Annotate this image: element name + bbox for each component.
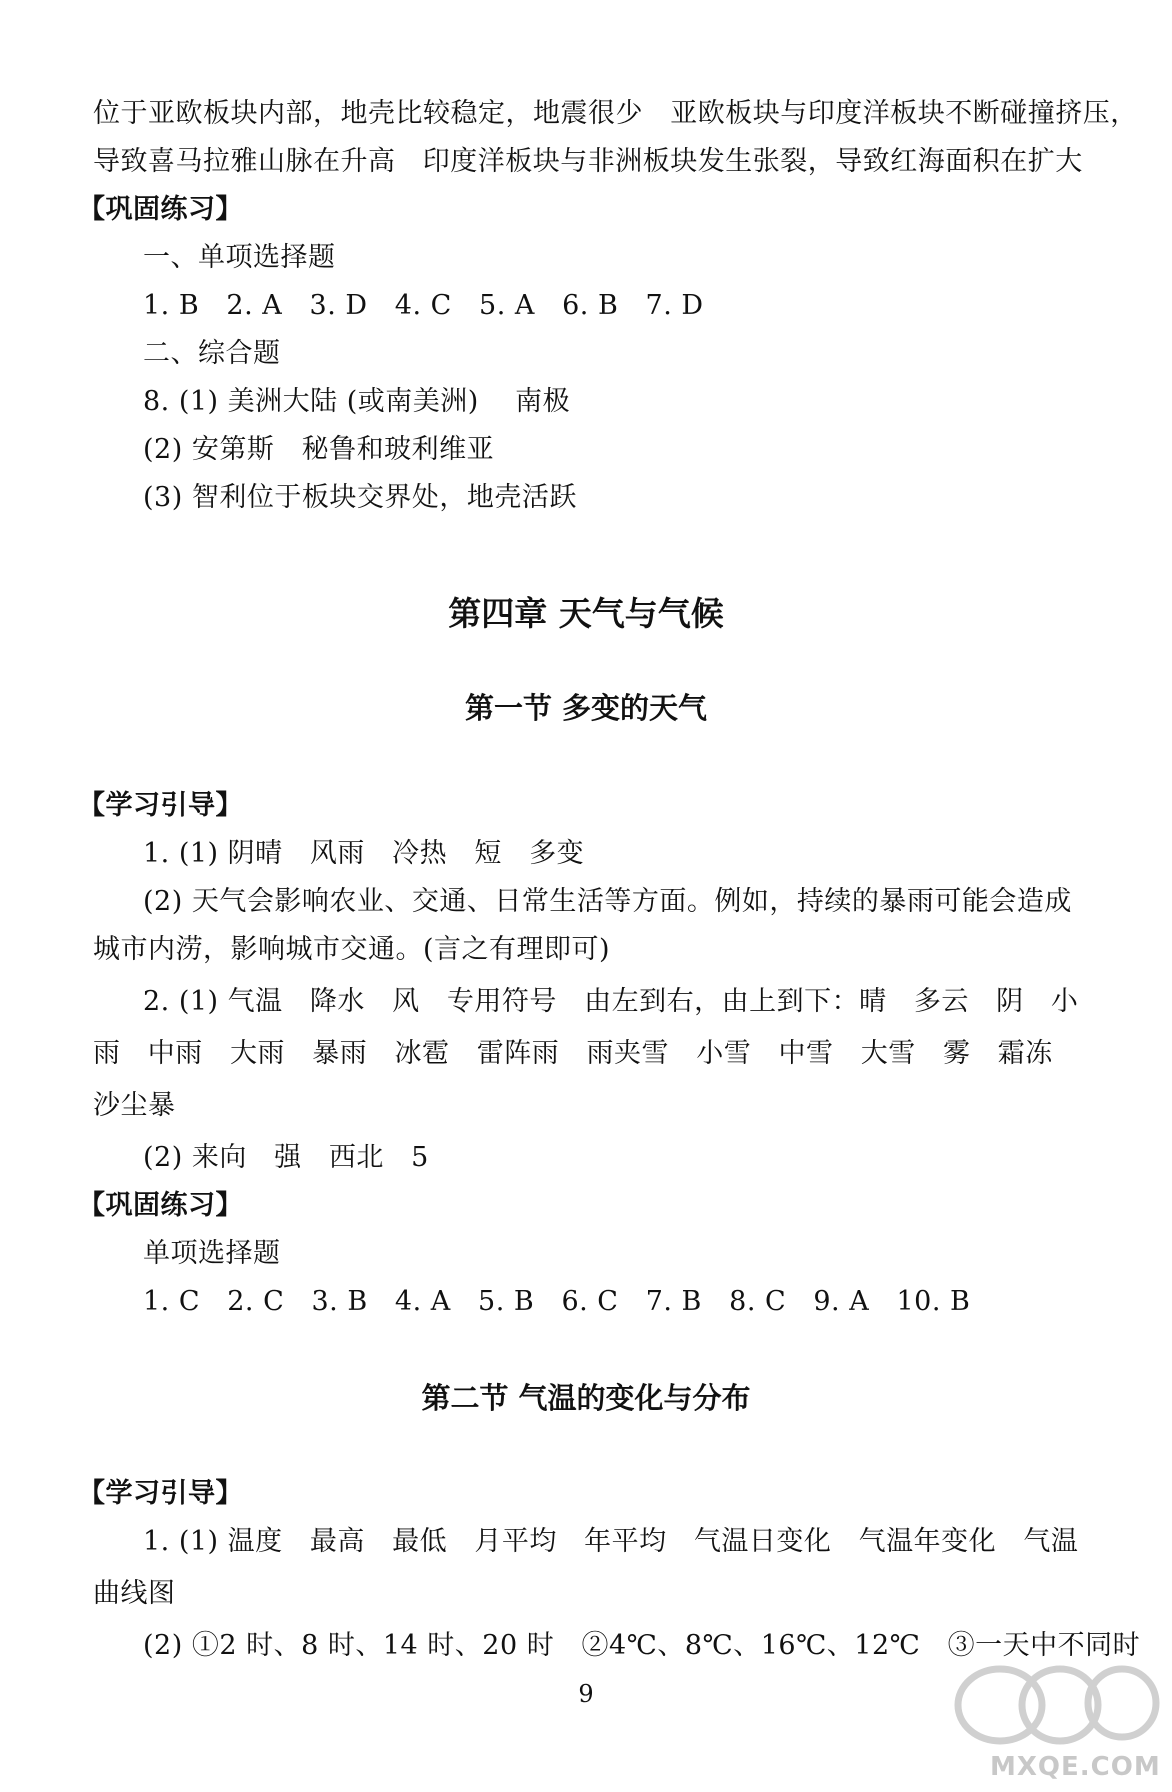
answer-line: 1. (1) 温度 最高 最低 月平均 年平均 气温日变化 气温年变化 气温	[143, 1526, 1079, 1557]
text-line: 沙尘暴	[93, 1090, 176, 1121]
watermark-text: MXQE.COM	[990, 1752, 1161, 1782]
text-line: 城市内涝，影响城市交通。(言之有理即可)	[93, 934, 611, 965]
heading-consolidation: 【巩固练习】	[78, 194, 243, 225]
text-line: 位于亚欧板块内部，地壳比较稳定，地震很少 亚欧板块与印度洋板块不断碰撞挤压，	[93, 98, 1138, 129]
text-line: 一、单项选择题	[143, 242, 336, 273]
answer-line: 1. C 2. C 3. B 4. A 5. B 6. C 7. B 8. C 9. A 10. B	[143, 1286, 971, 1317]
text-line: 曲线图	[93, 1578, 176, 1609]
answer-line: (2) 来向 强 西北 5	[143, 1142, 429, 1173]
section-title: 第一节 多变的天气	[464, 691, 708, 725]
section-title: 第二节 气温的变化与分布	[421, 1381, 751, 1415]
heading-study-guide: 【学习引导】	[78, 790, 243, 821]
text-line: 单项选择题	[143, 1238, 281, 1269]
answer-line: 2. (1) 气温 降水 风 专用符号 由左到右，由上到下：晴 多云 阴 小	[143, 986, 1079, 1017]
answer-line: (3) 智利位于板块交界处，地壳活跃	[143, 482, 577, 513]
answer-line: 1. (1) 阴晴 风雨 冷热 短 多变	[143, 838, 585, 869]
heading-consolidation: 【巩固练习】	[78, 1190, 243, 1221]
page-number: 9	[578, 1680, 594, 1708]
text-line: 导致喜马拉雅山脉在升高 印度洋板块与非洲板块发生张裂，导致红海面积在扩大	[93, 146, 1083, 177]
text-line: 二、综合题	[143, 338, 281, 369]
answer-line: 8. (1) 美洲大陆 (或南美洲) 南极	[143, 386, 571, 417]
answer-line: (2) 安第斯 秘鲁和玻利维亚	[143, 434, 495, 465]
text-line: 雨 中雨 大雨 暴雨 冰雹 雷阵雨 雨夹雪 小雪 中雪 大雪 雾 霜冻	[93, 1038, 1053, 1069]
heading-study-guide: 【学习引导】	[78, 1478, 243, 1509]
answer-line: (2) 天气会影响农业、交通、日常生活等方面。例如，持续的暴雨可能会造成	[143, 886, 1072, 917]
answer-line: 1. B 2. A 3. D 4. C 5. A 6. B 7. D	[143, 290, 704, 321]
chapter-title: 第四章 天气与气候	[448, 594, 724, 633]
answer-line: (2) ①2 时、8 时、14 时、20 时 ②4℃、8℃、16℃、12℃ ③一天中不同时	[143, 1630, 1141, 1661]
